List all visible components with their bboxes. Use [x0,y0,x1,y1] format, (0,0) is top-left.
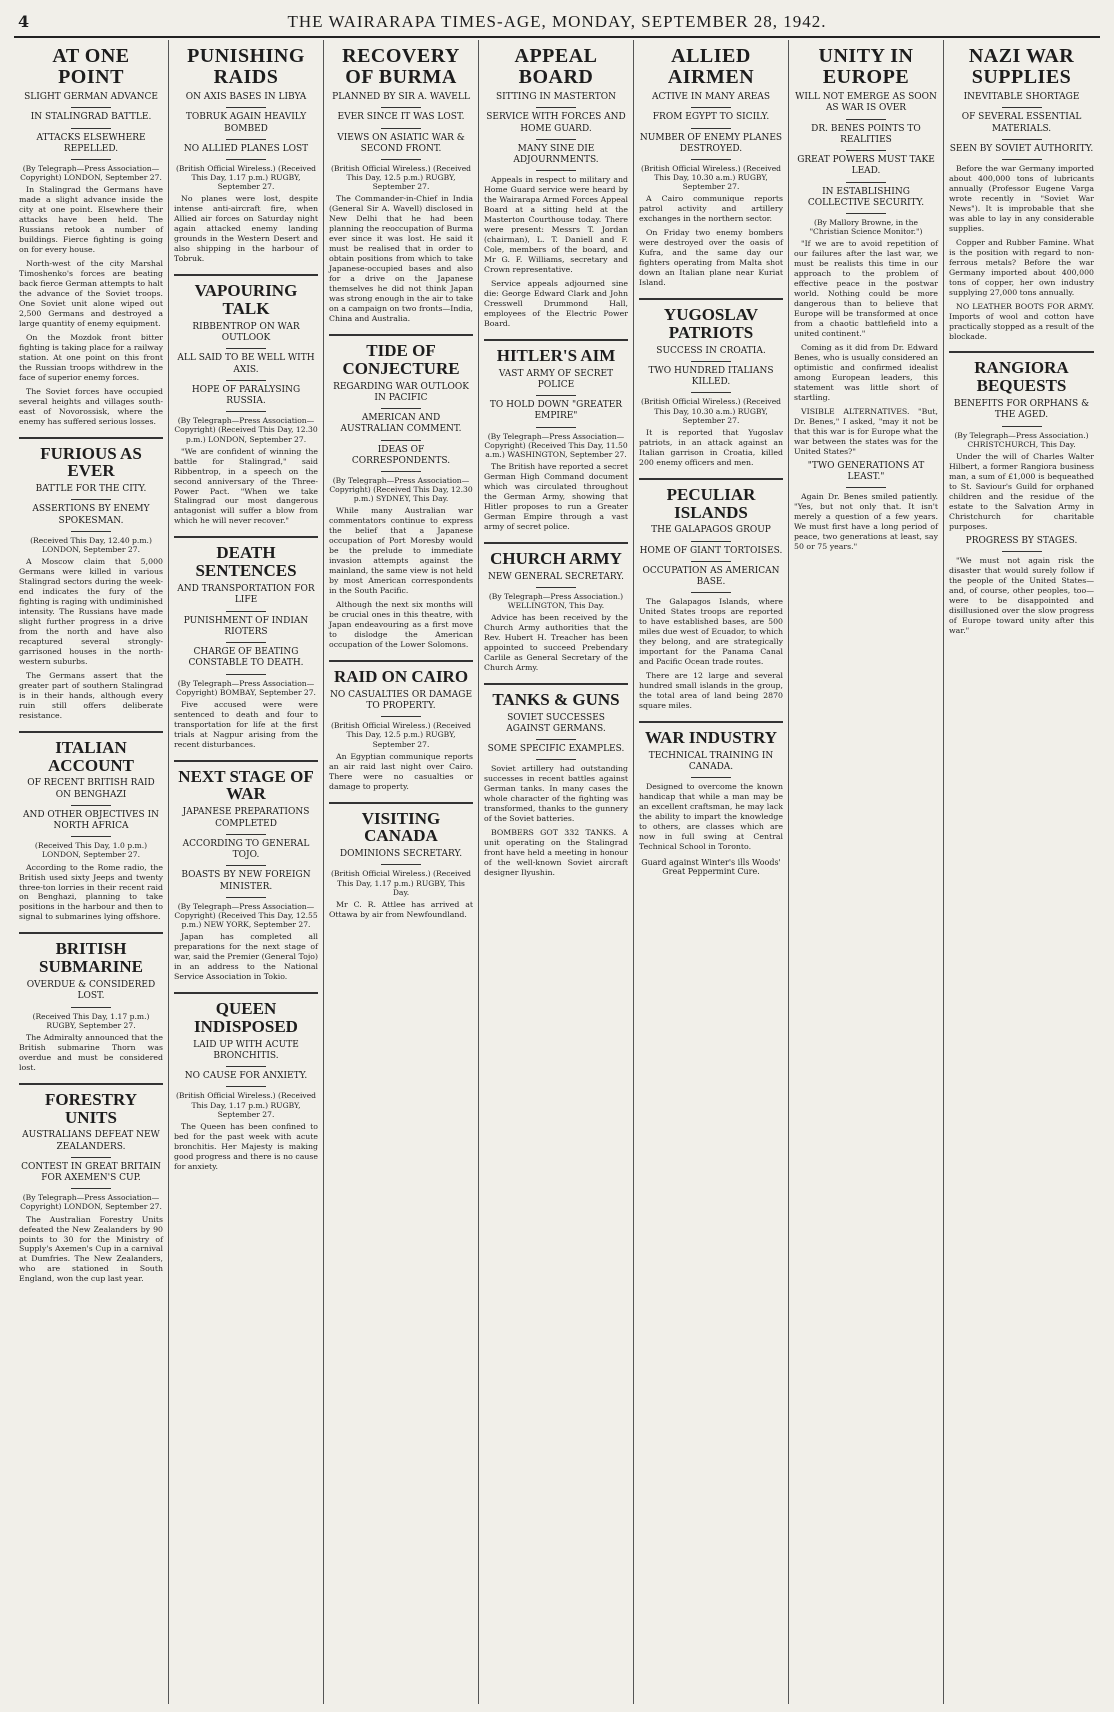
subheading: SOVIET SUCCESSES AGAINST GERMANS. [506,712,606,734]
subheading: THE GALAPAGOS GROUP [651,525,771,536]
article-paragraph: "We must not again risk the disaster that would surely follow if the people of the United States—and, of course, other peoples, too—were to be disappointed and disillusioned over the slow progress of Europe toward unity after this war." [949,555,1094,635]
divider-rule [71,1157,111,1158]
divider-rule [381,408,421,409]
dateline: (British Official Wireless.) (Received This Day, 1.17 p.m.) RUGBY, September 27. [175,164,317,192]
article-paragraph: On the Mozdok front bitter fighting is taking place for a railway station. At one point on this front the Russian troops withdrew in the face of superior enemy forces. [19,332,163,382]
divider-rule [381,159,421,160]
subheading: CONTEST IN GREAT BRITAIN FOR AXEMEN'S CUP. [21,1161,161,1184]
divider-rule [226,611,266,612]
subheading: VIEWS ON ASIATIC WAR & SECOND FRONT. [337,132,465,154]
divider-rule [226,834,266,835]
subheading: PLANNED BY SIR A. WAVELL [332,92,470,102]
divider-rule [1002,107,1042,108]
subheading: NO CAUSE FOR ANXIETY. [184,1071,308,1082]
column [14,40,169,1704]
divider-rule [536,395,576,396]
divider-rule [1002,426,1042,427]
divider-rule [691,361,731,362]
headline: RECOVERY OF BURMA [342,45,460,88]
divider-rule [1002,159,1042,160]
dateline: (By Telegraph—Press Association.) WELLINGTON, This Day. [488,591,624,610]
subheading: MANY SINE DIE ADJOURNMENTS. [513,143,599,165]
article-paragraph: Japan has completed all preparations for the next stage of war, said the Premier (General Tojo) in an address to the National Service Association in Tokio. [174,932,318,982]
divider-rule [536,107,576,108]
headline: FURIOUS AS EVER [19,437,163,481]
divider-rule [691,128,731,129]
subheading: REGARDING WAR OUTLOOK IN PACIFIC [333,381,469,403]
divider-rule [71,159,111,160]
divider-rule [71,128,111,129]
divider-rule [536,759,576,760]
divider-rule [846,119,886,120]
article-paragraph: Mr C. R. Attlee has arrived at Ottawa by air from Newfoundland. [329,899,473,919]
subheading: SERVICE WITH FORCES AND HOME GUARD. [486,112,626,134]
divider-rule [846,213,886,214]
dateline: (British Official Wireless.) (Received This Day, 1.17 p.m.) RUGBY, This Day. [330,869,472,897]
subheading: NO CASUALTIES OR DAMAGE TO PROPERTY. [329,689,473,712]
divider-rule [691,592,731,593]
newspaper-title: THE WAIRARAPA TIMES-AGE, MONDAY, SEPTEMBER 28, 1942. [287,12,827,31]
divider-rule [691,392,731,393]
divider-rule [536,170,576,171]
subheading: OF RECENT BRITISH RAID ON BENGHAZI [27,778,155,800]
subheading: ON AXIS BASES IN LIBYA [185,92,307,102]
divider-rule [381,128,421,129]
subheading: IN STALINGRAD BATTLE. [30,112,152,123]
headline: PECULIAR ISLANDS [639,478,783,522]
dateline: (British Official Wireless.) (Received This Day, 10.30 a.m.) RUGBY, September 27. [640,164,782,192]
subheading: OCCUPATION AS AMERICAN BASE. [642,565,780,588]
divider-rule [381,716,421,717]
subheading: ALL SAID TO BE WELL WITH AXIS. [177,353,315,375]
headline: CHURCH ARMY [484,542,628,568]
dateline: (By Telegraph—Press Association—Copyright) BOMBAY, September 27. [176,678,316,697]
headline: DEATH SENTENCES [174,536,318,580]
article-paragraph: North-west of the city Marshal Timoshenko's forces are beating back fierce German attempts to halt the advance of the Soviet troops. One Soviet unit alone wiped out 2,500 Germans and destroyed a large quantity of enemy equipment. [19,259,163,328]
subheading: VAST ARMY OF SECRET POLICE [498,368,614,390]
dateline: (By Telegraph—Press Association—Copyright) LONDON, September 27. [20,1193,162,1212]
article-paragraph: "We are confident of winning the battle for Stalingrad," said Ribbentrop, in a speech on the second anniversary of the Three-Power Pact. "When we take Stalingrad our most dangerous antagonist will suffer a blow from which he will never recover." [174,446,318,526]
article-paragraph: Appeals in respect to military and Home Guard service were heard by the Wairarapa Armed Forces Appeal Board at a sitting held at the Masterton Courthouse today. There were present: Messrs T. Jordan (chairman), L. T. Daniell and F. Cole, members of the board, and Mr G. F. Williams, secretary and Crown representative. [484,175,628,274]
column [944,40,1099,1704]
dateline: (By Telegraph—Press Association—Copyright) (Received This Day, 12.55 p.m.) NEW YORK, September 27. [174,901,318,930]
article-paragraph: Soviet artillery had outstanding successes in recent battles against German tanks. In many cases the whole character of the fighting was transformed, thanks to the gunnery of the Soviet batteries. [484,764,628,824]
article-paragraph: The Australian Forestry Units defeated the New Zealanders by 90 points to 30 for the Ministry of Supply's Axemen's Cup in a carnival at Dumfries. The New Zealanders, who are stationed in South England, won the cup last year. [19,1214,163,1284]
subheading: TOBRUK AGAIN HEAVILY BOMBED [185,112,307,134]
divider-rule [1002,551,1042,552]
article-paragraph: The Commander-in-Chief in India (General Sir A. Wavell) disclosed in New Delhi that he had been planning the reoccupation of Burma ever since it was lost. He said it must be realised that in order to obtain positions from which to take Japanese-occupied bases and also for a drive on the Japanese themselves he did not think Japan was strong enough in the air to take on a campaign on two fronts—India, China and Australia. [329,194,473,323]
divider-rule [536,739,576,740]
dateline: (British Official Wireless.) (Received This Day, 1.17 p.m.) RUGBY, September 27. [175,1091,317,1119]
subheading: SOME SPECIFIC EXAMPLES. [487,744,625,755]
dateline: (By Mallory Browne, in the "Christian Science Monitor.") [809,218,923,237]
subheading: EVER SINCE IT WAS LOST. [337,112,465,123]
column [169,40,324,1704]
column [324,40,479,1704]
headline: APPEAL BOARD [514,45,598,88]
article-paragraph: While many Australian war commentators continue to express the belief that a Japanese occupation of Port Moresby would be the prelude to immediate invasion attempts against the mainland, the same view is not held by most American correspondents in the South Pacific. [329,506,473,596]
subheading: SEEN BY SOVIET AUTHORITY. [949,143,1094,154]
dateline: (Received This Day, 1.17 p.m.) RUGBY, September 27. [32,1011,150,1030]
subheading: ASSERTIONS BY ENEMY SPOKESMAN. [32,504,150,526]
divider-rule [226,159,266,160]
divider-rule [691,561,731,562]
article-paragraph: BOMBERS GOT 332 TANKS. A unit operating on the Stalingrad front have held a meeting in honour of the well-known Soviet aircraft designer Ilyushin. [484,828,628,878]
headline: TANKS & GUNS [484,683,628,709]
article-paragraph: The Queen has been confined to bed for the past week with acute bronchitis. Her Majesty is making good progress and there is no cause for anxiety. [174,1121,318,1171]
divider-rule [226,348,266,349]
divider-rule [71,836,111,837]
subheading: NUMBER OF ENEMY PLANES DESTROYED. [639,132,783,154]
headline: HITLER'S AIM [484,339,628,365]
dateline: (British Official Wireless.) (Received This Day, 12.5 p.m.) RUGBY, September 27. [330,721,472,749]
divider-rule [71,107,111,108]
headline: NAZI WAR SUPPLIES [968,45,1075,88]
headline: RANGIORA BEQUESTS [949,351,1094,395]
article-paragraph: Although the next six months will be crucial ones in this theatre, with Japan endeavouring as a first move to dislodge the American occupation of the Lower Solomons. [329,600,473,650]
dateline: (Received This Day, 1.0 p.m.) LONDON, September 27. [34,841,148,860]
article-paragraph: Service appeals adjourned sine die: George Edward Clark and John Cresswell Drummond Hall, employees of the Electric Power Board. [484,278,628,328]
column [634,40,789,1704]
headline: FORESTRY UNITS [19,1083,163,1127]
subheading: BOASTS BY NEW FOREIGN MINISTER. [181,870,311,892]
subheading: HOME OF GIANT TORTOISES. [639,545,783,556]
subheading: FROM EGYPT TO SICILY. [652,112,770,123]
headline: NEXT STAGE OF WAR [174,760,318,804]
headline: VISITING CANADA [329,802,473,846]
subheading: NEW GENERAL SECRETARY. [488,571,624,582]
subheading: SLIGHT GERMAN ADVANCE [24,92,158,102]
subheading: HOPE OF PARALYSING RUSSIA. [191,384,301,407]
article-paragraph: The British have reported a secret German High Command document which was circulated throughout the German Army, showing that Hitler proposes to run a Greater German Empire through a vast army of secret police. [484,461,628,531]
advertisement: Guard against Winter's ills Woods' Great Peppermint Cure. [641,858,781,877]
divider-rule [691,541,731,542]
article-paragraph: Designed to overcome the known handicap that while a man may be an excellent craftsman, he may lack the ability to impart the knowledge to others, are classes which are now in full swing at Central Technical School in Toronto. [639,782,783,852]
article-paragraph: According to the Rome radio, the British used sixty Jeeps and twenty three-ton lorries in their recent raid on Benghazi, planning to take positions in the harbour and then to signal to submarines lying offshore. [19,862,163,922]
article-paragraph: Coming as it did from Dr. Edward Benes, who is usually considered an optimistic and confirmed idealist among European leaders, this statement was little short of startling. [794,342,938,402]
divider-rule [536,139,576,140]
article-paragraph: There are 12 large and several hundred small islands in the group, the total area of land being 2870 square miles. [639,671,783,711]
headline: VAPOURING TALK [174,274,318,318]
dateline: (British Official Wireless.) (Received This Day, 12.5 p.m.) RUGBY, September 27. [330,164,472,192]
subheading: TWO HUNDRED ITALIANS KILLED. [648,365,774,388]
subheading: ACCORDING TO GENERAL TOJO. [182,838,310,861]
article-paragraph: The Admiralty announced that the British submarine Thorn was overdue and must be considered lost. [19,1032,163,1072]
article-paragraph: Five accused were were sentenced to death and four to transportation for life at the first trials at Nagpur arising from the recent disturbances. [174,699,318,749]
divider-rule [226,139,266,140]
divider-rule [71,531,111,532]
subheading: RIBBENTROP ON WAR OUTLOOK [192,321,300,344]
subheading: NO ALLIED PLANES LOST [183,143,309,154]
subheading: INEVITABLE SHORTAGE [963,92,1080,102]
divider-rule [226,674,266,675]
headline: WAR INDUSTRY [639,721,783,747]
divider-rule [536,427,576,428]
headline: PUNISHING RAIDS [187,45,305,88]
article-paragraph: The Germans assert that the greater part of southern Stalingrad is in their hands, although every ruin still offers deliberate resistance. [19,670,163,720]
subheading: SUCCESS IN CROATIA. [656,345,766,356]
divider-rule [381,864,421,865]
divider-rule [226,107,266,108]
subheading: ACTIVE IN MANY AREAS [651,92,771,102]
article-paragraph: An Egyptian communique reports an air raid last night over Cairo. There were no casualties or damage to property. [329,751,473,791]
subheading: SITTING IN MASTERTON [496,92,616,102]
divider-rule [846,487,886,488]
subheading: "TWO GENERATIONS AT LEAST." [807,460,925,482]
headline: YUGOSLAV PATRIOTS [639,298,783,342]
headline: TIDE OF CONJECTURE [329,334,473,378]
article-paragraph: Advice has been received by the Church Army authorities that the Rev. Hubert H. Treacher has been appointed to succeed Prebendary Carlile as General Secretary of the Church Army. [484,613,628,672]
divider-rule [536,587,576,588]
subheading: IDEAS OF CORRESPONDENTS. [351,444,451,466]
article-paragraph: "If we are to avoid repetition of our failures after the last war, we must be realists this time in our approach to the problem of effective peace in the postwar world. Nothing could be more dangerous than to believe that Europe will be transformed at once from a chaotic battlefield into a united continent." [794,239,938,338]
headline: RAID ON CAIRO [329,660,473,686]
divider-rule [691,159,731,160]
subheading: BATTLE FOR THE CITY. [35,484,147,495]
divider-rule [71,1007,111,1008]
subheading: AND TRANSPORTATION FOR LIFE [177,584,315,606]
article-paragraph: A Cairo communique reports patrol activity and artillery exchanges in the northern sector. [639,194,783,224]
subheading: OVERDUE & CONSIDERED LOST. [26,980,156,1002]
divider-rule [226,865,266,866]
subheading: AMERICAN AND AUSTRALIAN COMMENT. [340,413,462,435]
subheading: ATTACKS ELSEWHERE REPELLED. [36,132,146,154]
divider-rule [226,1086,266,1087]
divider-rule [1002,139,1042,140]
article-paragraph: Under the will of Charles Walter Hilbert, a former Rangiora business man, a sum of £1,000 is bequeathed to St. Saviour's Guild for orphaned children and the residue of the estate to the Salvation Army in Christchurch for charitable purposes. [949,451,1094,531]
subheading: BENEFITS FOR ORPHANS & THE AGED. [953,399,1090,421]
subheading: LAID UP WITH ACUTE BRONCHITIS. [193,1039,299,1061]
article-paragraph: A Moscow claim that 5,000 Germans were killed in various Stalingrad sectors during the week-end indicates the fury of the fighting is raging with undiminished intensity. The Russians have made slight further progress in a drive from the north and have also recaptured several strongly-garrisoned houses in the north-western suburbs. [19,557,164,666]
dateline: (By Telegraph—Press Association—Copyright) LONDON, September 27. [20,164,162,183]
divider-rule [71,1188,111,1189]
subheading: TECHNICAL TRAINING IN CANADA. [648,750,774,773]
divider-rule [381,440,421,441]
article-paragraph: Before the war Germany imported about 400,000 tons of lubricants annually (Professor Eugene Varga wrote recently in "Soviet War News"). It is improbable that she was able to lay in any considerable supplies. [949,164,1094,233]
divider-rule [846,150,886,151]
subheading: OF SEVERAL ESSENTIAL MATERIALS. [961,112,1082,134]
column [789,40,944,1704]
headline: BRITISH SUBMARINE [19,932,163,976]
dateline: (Received This Day, 12.40 p.m.) LONDON, September 27. [30,535,152,555]
page-number: 4 [18,12,30,31]
subheading: DR. BENES POINTS TO REALITIES [811,123,921,145]
article-paragraph: Copper and Rubber Famine. What is the position with regard to non-ferrous metals? Before the war Germany imported about 400,000 tons of copper, her own industry supplying 27,000 tons annually. [949,237,1094,297]
subheading: JAPANESE PREPARATIONS COMPLETED [182,807,310,829]
headline: AT ONE POINT [52,45,130,88]
dateline: (By Telegraph—Press Association—Copyright) (Received This Day, 11.50 a.m.) WASHINGTON, September 27. [484,431,628,459]
column-grid [14,40,1100,1704]
subheading: GREAT POWERS MUST TAKE LEAD. [797,155,935,177]
subheading: AND OTHER OBJECTIVES IN NORTH AFRICA [22,809,160,832]
article-paragraph: It is reported that Yugoslav patriots, in an attack against an Italian garrison in Croatia, killed 200 enemy officers and men. [639,427,783,467]
divider-rule [226,897,266,898]
column [479,40,634,1704]
article-paragraph: In Stalingrad the Germans have made a slight advance inside the city at one point. Elsewhere their attacks have been held. The Russians retook a number of buildings. Fierce fighting is going on for every house. [19,185,163,255]
article-paragraph: The Galapagos Islands, where United States troops are reported to have established bases, are 500 miles due west of Ecuador, to which they belong, and are strategically important for the Panama Canal and Pacific Ocean trade routes. [639,597,783,667]
subheading: WILL NOT EMERGE AS SOON AS WAR IS OVER [795,92,937,114]
divider-rule [846,182,886,183]
divider-rule [226,1066,266,1067]
article-paragraph: The Soviet forces have occupied several heights and villages south-east of Novorossisk, where the enemy has suffered serious losses. [19,386,163,426]
dateline: (British Official Wireless.) (Received This Day, 10.30 a.m.) RUGBY, September 27. [640,397,782,425]
headline: UNITY IN EUROPE [818,45,914,88]
headline: QUEEN INDISPOSED [174,992,318,1036]
headline: ITALIAN ACCOUNT [19,731,163,775]
divider-rule [381,471,421,472]
dateline: (By Telegraph—Press Association—Copyright) (Received This Day, 12.30 p.m.) SYDNEY, This Day. [329,476,473,504]
subheading: IN ESTABLISHING COLLECTIVE SECURITY. [807,186,925,208]
subheading: PROGRESS BY STAGES. [965,535,1078,546]
divider-rule [226,380,266,381]
dateline: (By Telegraph—Press Association—Copyright) (Received This Day, 12.30 p.m.) LONDON, September 27. [174,416,318,444]
divider-rule [691,777,731,778]
masthead [14,6,1100,38]
article-paragraph: Again Dr. Benes smiled patiently. "Yes, but not only that. It isn't merely a question of a few years. We must first have a long period of peace, two generations at least, say 50 or 75 years." [794,492,938,551]
divider-rule [226,411,266,412]
divider-rule [226,642,266,643]
subheading: TO HOLD DOWN "GREATER EMPIRE" [489,400,623,422]
article-paragraph: No planes were lost, despite intense anti-aircraft fire, when Allied air forces on Saturday night again attacked enemy landing grounds in the Western Desert and also shipping in the harbour of Tobruk. [174,194,318,264]
article-paragraph: VISIBLE ALTERNATIVES. "But, Dr. Benes," I asked, "may it not be that this war is for Europe what the war between the states was for the United States?" [794,406,938,456]
dateline: (By Telegraph—Press Association.) CHRISTCHURCH, This Day. [954,430,1089,449]
subheading: PUNISHMENT OF INDIAN RIOTERS [183,615,309,637]
subheading: AUSTRALIANS DEFEAT NEW ZEALANDERS. [22,1130,160,1152]
subheading: DOMINIONS SECRETARY. [339,849,463,860]
article-paragraph: On Friday two enemy bombers were destroyed over the oasis of Kufra, and the same day our fighters operating from Malta shot down an Italian plane near Kuriat Island. [639,228,783,288]
divider-rule [691,107,731,108]
subheading: CHARGE OF BEATING CONSTABLE TO DEATH. [188,647,304,669]
divider-rule [381,107,421,108]
divider-rule [71,499,111,500]
article-paragraph: NO LEATHER BOOTS FOR ARMY. Imports of wool and cotton have practically stopped as a result of the blockade. [949,301,1094,341]
divider-rule [71,805,111,806]
headline: ALLIED AIRMEN [667,45,755,88]
